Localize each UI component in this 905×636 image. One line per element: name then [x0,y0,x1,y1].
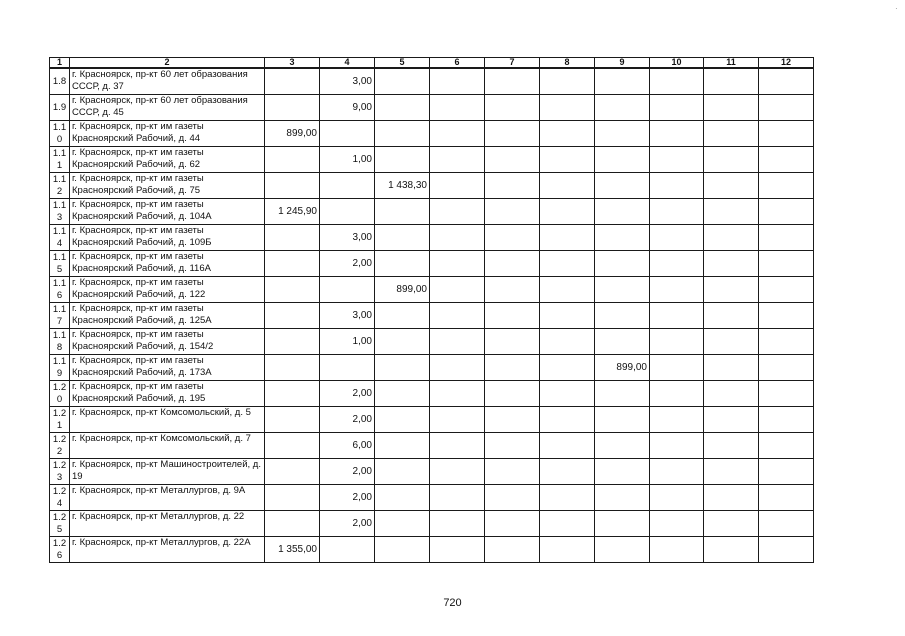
value-cell: 3,00 [320,303,375,329]
value-cell [595,277,650,303]
address-cell: г. Красноярск, пр-кт Комсомольский, д. 5 [70,407,265,433]
value-cell [485,485,540,511]
value-cell [650,199,704,225]
table-row [50,147,814,173]
row-number: 1.2 5 [50,511,70,537]
value-cell [595,485,650,511]
table-row [50,381,814,407]
value-cell [650,225,704,251]
row-number: 1.1 1 [50,147,70,173]
value-cell: 9,00 [320,95,375,121]
value-cell [759,199,814,225]
address-cell: г. Красноярск, пр-кт Металлургов, д. 22А [70,537,265,563]
column-header: 6 [430,58,485,69]
value-cell [704,407,759,433]
scan-speck: · [895,4,898,13]
value-cell [650,277,704,303]
value-cell [540,329,595,355]
value-cell [595,381,650,407]
address-cell: г. Красноярск, пр-кт им газеты Красноярский Рабочий, д. 75 [70,173,265,199]
value-cell: 1 245,90 [265,199,320,225]
value-cell [265,485,320,511]
value-cell [540,277,595,303]
value-cell [704,277,759,303]
value-cell [650,459,704,485]
row-number: 1.1 8 [50,329,70,355]
address-cell: г. Красноярск, пр-кт Металлургов, д. 22 [70,511,265,537]
value-cell [759,511,814,537]
value-cell [375,121,430,147]
value-cell [759,277,814,303]
address-cell: г. Красноярск, пр-кт Комсомольский, д. 7 [70,433,265,459]
value-cell [650,303,704,329]
value-cell [704,147,759,173]
column-header: 10 [650,58,704,69]
value-cell [595,173,650,199]
value-cell [265,407,320,433]
header-row [50,58,814,69]
value-cell [430,95,485,121]
value-cell [375,225,430,251]
value-cell [430,407,485,433]
table-row [50,303,814,329]
value-cell [650,433,704,459]
value-cell [704,199,759,225]
value-cell [759,95,814,121]
value-cell [375,459,430,485]
value-cell: 3,00 [320,225,375,251]
table-row [50,355,814,381]
value-cell [650,537,704,563]
value-cell [595,251,650,277]
value-cell [430,459,485,485]
value-cell [650,329,704,355]
value-cell [265,355,320,381]
value-cell: 899,00 [375,277,430,303]
table-row [50,277,814,303]
value-cell [540,433,595,459]
value-cell [650,511,704,537]
value-cell [540,303,595,329]
value-cell [485,537,540,563]
value-cell [375,381,430,407]
value-cell [704,433,759,459]
value-cell [650,68,704,95]
value-cell [430,277,485,303]
value-cell [540,485,595,511]
value-cell [430,537,485,563]
value-cell [485,459,540,485]
value-cell [540,381,595,407]
address-cell: г. Красноярск, пр-кт им газеты Красноярский Рабочий, д. 173А [70,355,265,381]
value-cell [375,511,430,537]
value-cell [430,485,485,511]
value-cell [540,537,595,563]
value-cell [540,225,595,251]
table-row [50,199,814,225]
value-cell: 2,00 [320,511,375,537]
column-header: 8 [540,58,595,69]
value-cell [540,355,595,381]
value-cell [375,251,430,277]
value-cell [759,225,814,251]
value-cell [759,355,814,381]
address-cell: г. Красноярск, пр-кт им газеты Красноярский Рабочий, д. 195 [70,381,265,407]
table-row [50,68,814,95]
row-number: 1.2 0 [50,381,70,407]
value-cell [485,173,540,199]
address-cell: г. Красноярск, пр-кт Металлургов, д. 9А [70,485,265,511]
row-number: 1.1 9 [50,355,70,381]
value-cell [430,511,485,537]
value-cell: 1,00 [320,329,375,355]
value-cell [430,381,485,407]
value-cell: 1 438,30 [375,173,430,199]
value-cell [375,95,430,121]
column-header: 4 [320,58,375,69]
row-number: 1.2 2 [50,433,70,459]
value-cell [595,121,650,147]
value-cell [595,95,650,121]
value-cell [430,303,485,329]
value-cell [759,121,814,147]
row-number: 1.1 2 [50,173,70,199]
value-cell [704,329,759,355]
table-row [50,485,814,511]
value-cell [540,459,595,485]
value-cell [759,147,814,173]
value-cell [759,173,814,199]
value-cell [485,355,540,381]
column-header: 9 [595,58,650,69]
value-cell [595,199,650,225]
value-cell [375,68,430,95]
row-number: 1.1 6 [50,277,70,303]
value-cell [265,303,320,329]
value-cell [485,407,540,433]
value-cell [320,277,375,303]
table-row [50,433,814,459]
value-cell [595,407,650,433]
value-cell [430,329,485,355]
value-cell [375,433,430,459]
value-cell [320,121,375,147]
value-cell [430,433,485,459]
value-cell: 2,00 [320,407,375,433]
row-number: 1.1 5 [50,251,70,277]
value-cell [650,121,704,147]
value-cell [704,511,759,537]
address-cell: г. Красноярск, пр-кт им газеты Красноярский Рабочий, д. 125А [70,303,265,329]
value-cell [759,329,814,355]
value-cell [265,459,320,485]
value-cell [650,95,704,121]
value-cell [320,199,375,225]
row-number: 1.8 [50,68,70,95]
column-header: 5 [375,58,430,69]
column-header: 1 [50,58,70,69]
table-row [50,329,814,355]
value-cell [595,303,650,329]
value-cell [650,407,704,433]
value-cell: 6,00 [320,433,375,459]
value-cell [430,225,485,251]
value-cell [265,225,320,251]
value-cell [595,147,650,173]
value-cell [485,147,540,173]
value-cell [595,433,650,459]
value-cell [485,199,540,225]
value-cell [704,251,759,277]
value-cell [375,303,430,329]
value-cell [485,95,540,121]
table-row [50,511,814,537]
row-number: 1.9 [50,95,70,121]
value-cell [650,147,704,173]
column-header: 3 [265,58,320,69]
value-cell [704,485,759,511]
value-cell: 1,00 [320,147,375,173]
value-cell [485,329,540,355]
address-cell: г. Красноярск, пр-кт им газеты Красноярский Рабочий, д. 122 [70,277,265,303]
value-cell [485,511,540,537]
value-cell [265,251,320,277]
value-cell [430,68,485,95]
value-cell [704,381,759,407]
value-cell [540,95,595,121]
address-cell: г. Красноярск, пр-кт 60 лет образования СССР, д. 45 [70,95,265,121]
value-cell [595,68,650,95]
value-cell [320,355,375,381]
value-cell [704,121,759,147]
row-number: 1.1 0 [50,121,70,147]
value-cell: 2,00 [320,381,375,407]
value-cell [430,173,485,199]
value-cell [485,381,540,407]
address-cell: г. Красноярск, пр-кт им газеты Красноярский Рабочий, д. 104А [70,199,265,225]
value-cell [759,433,814,459]
value-cell [265,433,320,459]
value-cell [759,251,814,277]
table-row [50,251,814,277]
table-row [50,407,814,433]
address-cell: г. Красноярск, пр-кт им газеты Красноярский Рабочий, д. 109Б [70,225,265,251]
value-cell: 899,00 [265,121,320,147]
value-cell [430,251,485,277]
value-cell [595,225,650,251]
value-cell [485,303,540,329]
value-cell: 2,00 [320,251,375,277]
table-row [50,121,814,147]
table-row [50,95,814,121]
row-number: 1.2 4 [50,485,70,511]
row-number: 1.1 3 [50,199,70,225]
value-cell [704,537,759,563]
value-cell [595,329,650,355]
value-cell [540,511,595,537]
value-cell [485,277,540,303]
value-cell [485,225,540,251]
column-header: 12 [759,58,814,69]
value-cell [650,381,704,407]
value-cell [595,459,650,485]
column-header: 11 [704,58,759,69]
value-cell: 2,00 [320,459,375,485]
value-cell [650,355,704,381]
row-number: 1.1 7 [50,303,70,329]
table-row [50,173,814,199]
value-cell [704,459,759,485]
value-cell [265,95,320,121]
value-cell [375,355,430,381]
value-cell [265,329,320,355]
value-cell [595,511,650,537]
value-cell [375,329,430,355]
value-cell [485,121,540,147]
page-number: 720 [443,597,462,609]
value-cell [650,173,704,199]
data-table [49,57,814,563]
address-cell: г. Красноярск, пр-кт Машиностроителей, д. 19 [70,459,265,485]
value-cell [485,433,540,459]
value-cell [540,68,595,95]
value-cell [375,147,430,173]
value-cell [430,199,485,225]
row-number: 1.2 6 [50,537,70,563]
value-cell [320,537,375,563]
value-cell [265,173,320,199]
value-cell [485,68,540,95]
value-cell [265,277,320,303]
value-cell [704,173,759,199]
address-cell: г. Красноярск, пр-кт им газеты Красноярский Рабочий, д. 44 [70,121,265,147]
address-cell: г. Красноярск, пр-кт им газеты Красноярский Рабочий, д. 62 [70,147,265,173]
value-cell [759,68,814,95]
value-cell: 2,00 [320,485,375,511]
value-cell [759,303,814,329]
address-cell: г. Красноярск, пр-кт им газеты Красноярский Рабочий, д. 116А [70,251,265,277]
row-number: 1.2 1 [50,407,70,433]
value-cell [540,121,595,147]
value-cell [759,381,814,407]
value-cell [650,485,704,511]
address-cell: г. Красноярск, пр-кт 60 лет образования СССР, д. 37 [70,68,265,95]
row-number: 1.1 4 [50,225,70,251]
value-cell [759,537,814,563]
value-cell [430,355,485,381]
value-cell [540,199,595,225]
value-cell [265,511,320,537]
value-cell [375,537,430,563]
value-cell [759,407,814,433]
value-cell [704,225,759,251]
value-cell: 899,00 [595,355,650,381]
value-cell [540,251,595,277]
value-cell [430,121,485,147]
value-cell [540,407,595,433]
row-number: 1.2 3 [50,459,70,485]
value-cell [375,407,430,433]
value-cell [265,68,320,95]
value-cell [430,147,485,173]
value-cell [485,251,540,277]
value-cell: 3,00 [320,68,375,95]
table-row [50,537,814,563]
value-cell [759,485,814,511]
value-cell [540,147,595,173]
value-cell [375,485,430,511]
table-row [50,225,814,251]
value-cell [265,147,320,173]
value-cell [265,381,320,407]
value-cell [375,199,430,225]
value-cell: 1 355,00 [265,537,320,563]
value-cell [595,537,650,563]
column-header: 7 [485,58,540,69]
value-cell [320,173,375,199]
value-cell [540,173,595,199]
value-cell [650,251,704,277]
address-cell: г. Красноярск, пр-кт им газеты Красноярский Рабочий, д. 154/2 [70,329,265,355]
value-cell [759,459,814,485]
table-row [50,459,814,485]
value-cell [704,355,759,381]
value-cell [704,303,759,329]
value-cell [704,68,759,95]
value-cell [704,95,759,121]
column-header: 2 [70,58,265,69]
